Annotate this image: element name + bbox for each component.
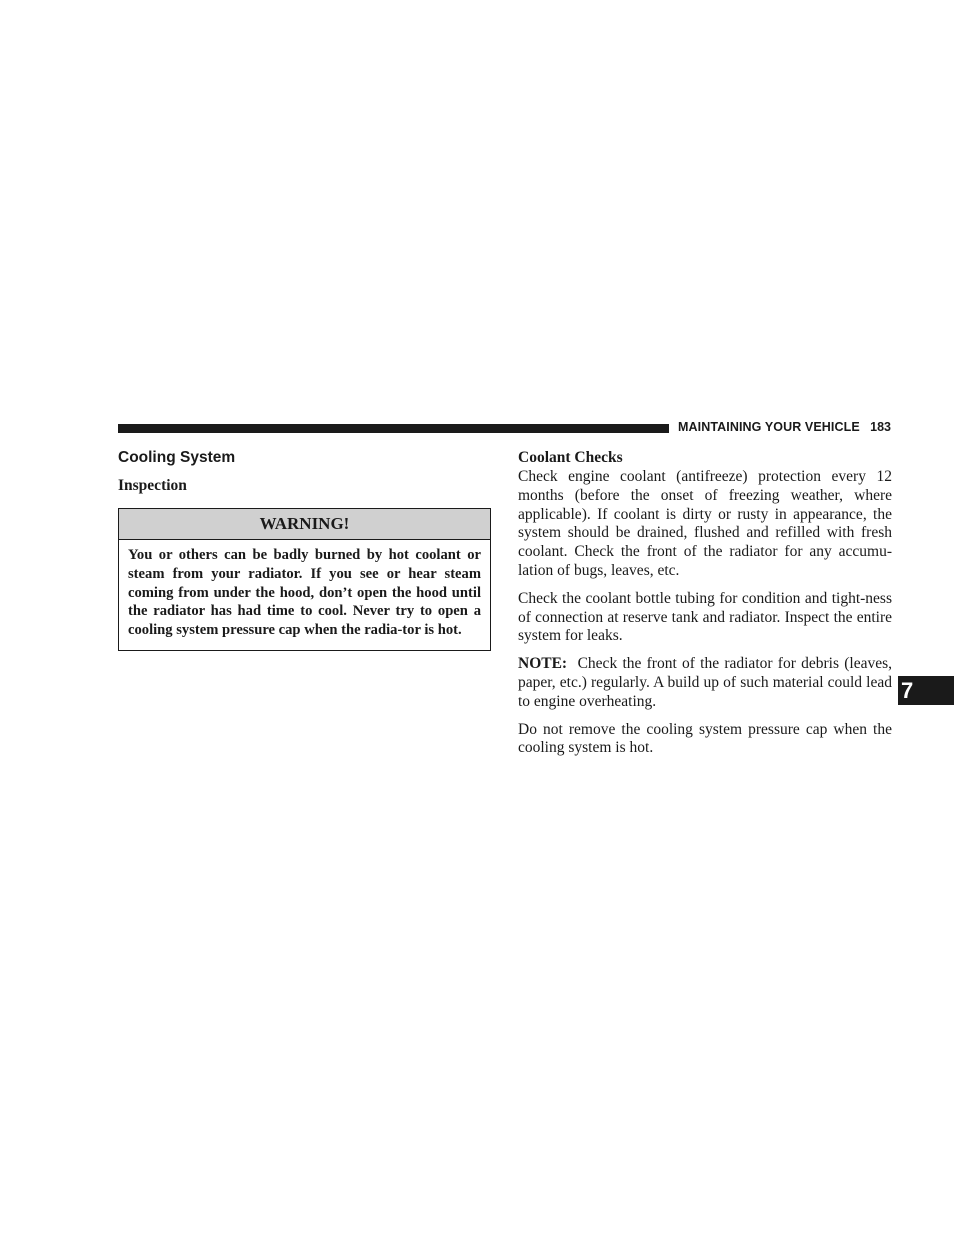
running-header: MAINTAINING YOUR VEHICLE (678, 420, 860, 434)
note-text: Check the front of the radiator for debris (leaves, paper, etc.) regularly. A build up of such material could lead to engine overheating. (518, 655, 892, 710)
left-column (118, 448, 492, 651)
page-number: 183 (870, 420, 891, 434)
note-paragraph (518, 655, 892, 711)
subsection-title: Inspection (118, 477, 187, 494)
chapter-tab: 7 (898, 676, 954, 705)
coolant-checks-heading: Coolant Checks (518, 449, 623, 466)
note-label: NOTE: (518, 655, 568, 673)
warning-text: You or others can be badly burned by hot coolant or steam from your radiator. If you see or hear steam coming from under the hood, don’t open the hood until the radiator has had time to cool. Never try to open a cooling system pressure cap when the radia-tor is hot. (128, 547, 481, 639)
section-title: Cooling System (118, 449, 236, 466)
warning-box (118, 508, 491, 651)
paragraph-coolant-protection: Check engine coolant (antifreeze) protection every 12 months (before the onset of freezing weather, where applicable). If coolant is dirty or rusty in appearance, the system should be drained, flushed and refilled with fresh coolant. Check the front of the radiator for any accumu-lation of bugs, leaves, etc. (518, 468, 892, 579)
right-column (518, 448, 892, 767)
warning-title: WARNING! (119, 509, 490, 540)
paragraph-pressure-cap: Do not remove the cooling system pressure cap when the cooling system is hot. (518, 720, 892, 757)
header-rule (118, 424, 669, 433)
paragraph-tubing-check: Check the coolant bottle tubing for condition and tight-ness of connection at reserve tank and radiator. Inspect the entire system for leaks. (518, 589, 892, 645)
